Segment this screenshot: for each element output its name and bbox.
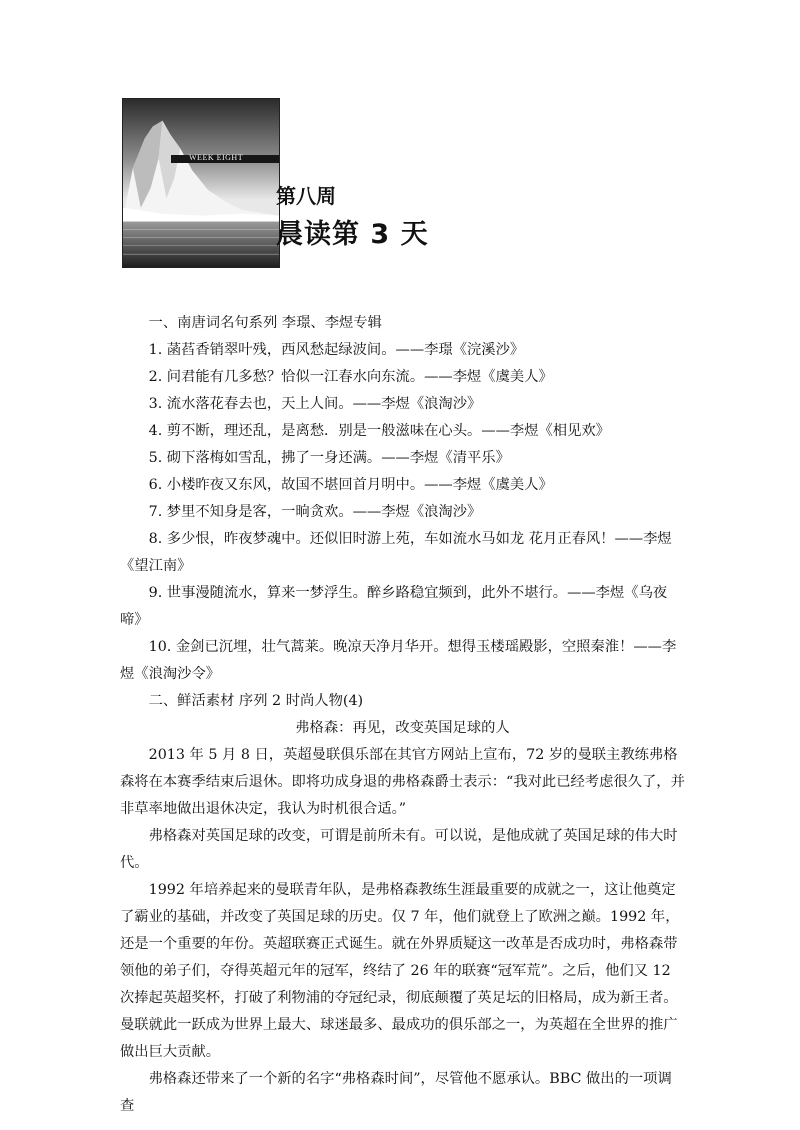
article-paragraph: 弗格森对英国足球的改变，可谓是前所未有。可以说，是他成就了英国足球的伟大时代。 xyxy=(120,828,678,871)
article-paragraph: 弗格森还带来了一个新的名字“弗格森时间”，尽管他不愿承认。BBC 做出的一项调查 xyxy=(120,1071,672,1114)
quote-item: 9. 世事漫随流水，算来一梦浮生。醉乡路稳宜频到，此外不堪行。——李煜《乌夜啼》 xyxy=(120,585,668,628)
document-body xyxy=(120,310,685,1120)
section-heading: 二、鲜活素材 序列 2 时尚人物(4) xyxy=(148,693,364,709)
header-image-box xyxy=(122,98,280,268)
quote-item: 3. 流水落花春去也，天上人间。——李煜《浪淘沙》 xyxy=(148,396,482,412)
iceberg-photo xyxy=(123,99,279,267)
article-title: 弗格森：再见，改变英国足球的人 xyxy=(295,720,510,736)
week-title: 第八周 xyxy=(276,184,336,208)
section-heading: 一、南唐词名句系列 李璟、李煜专辑 xyxy=(148,315,382,331)
quote-item: 7. 梦里不知身是客，一晌贪欢。——李煜《浪淘沙》 xyxy=(148,504,482,520)
article-paragraph: 1992 年培养起来的曼联青年队，是弗格森教练生涯最重要的成就之一，这让他奠定了霸业的基础，并改变了英国足球的历史。仅 7 年，他们就登上了欧洲之巅。1992 年，还是一个重要的年份。英超联赛正式诞生。就在外界质疑这一改革是否成功时，弗格森带领他的弟子们，夺得英超元年的冠军，终结了 26 年的联赛“冠军荒”。之后，他们又 12 次捧起英超奖杯，打破了利物浦的夺冠纪录，彻底颠覆了英足坛的旧格局，成为新王者。曼联就此一跃成为世界上最大、球迷最多、最成功的俱乐部之一，为英超在全世界的推广做出巨大贡献。 xyxy=(120,882,680,1060)
week-badge-text: WEEK EIGHT xyxy=(189,153,244,162)
quote-item: 10. 金剑已沉埋，壮气蒿莱。晚凉天净月华开。想得玉楼瑶殿影，空照秦淮！——李煜《浪淘沙令》 xyxy=(120,639,677,682)
quote-item: 5. 砌下落梅如雪乱，拂了一身还满。——李煜《清平乐》 xyxy=(148,450,510,466)
article-paragraph: 2013 年 5 月 8 日，英超曼联俱乐部在其官方网站上宣布，72 岁的曼联主教练弗格森将在本赛季结束后退休。即将功成身退的弗格森爵士表示：“我对此已经考虑很久了，并非草率地做出退休决定，我认为时机很合适。” xyxy=(120,747,685,817)
quote-item: 6. 小楼昨夜又东风，故国不堪回首月明中。——李煜《虞美人》 xyxy=(148,477,553,493)
quote-item: 1. 菡萏香销翠叶残，西风愁起绿波间。——李璟《浣溪沙》 xyxy=(148,342,525,358)
quote-item: 2. 问君能有几多愁？恰似一江春水向东流。——李煜《虞美人》 xyxy=(148,369,553,385)
quote-item: 8. 多少恨，昨夜梦魂中。还似旧时游上苑，车如流水马如龙 花月正春风！——李煜《望江南》 xyxy=(120,531,672,574)
quote-item: 4. 剪不断，理还乱，是离愁．别是一般滋味在心头。——李煜《相见欢》 xyxy=(148,423,610,439)
day-title: 晨读第 3 天 xyxy=(276,219,429,250)
